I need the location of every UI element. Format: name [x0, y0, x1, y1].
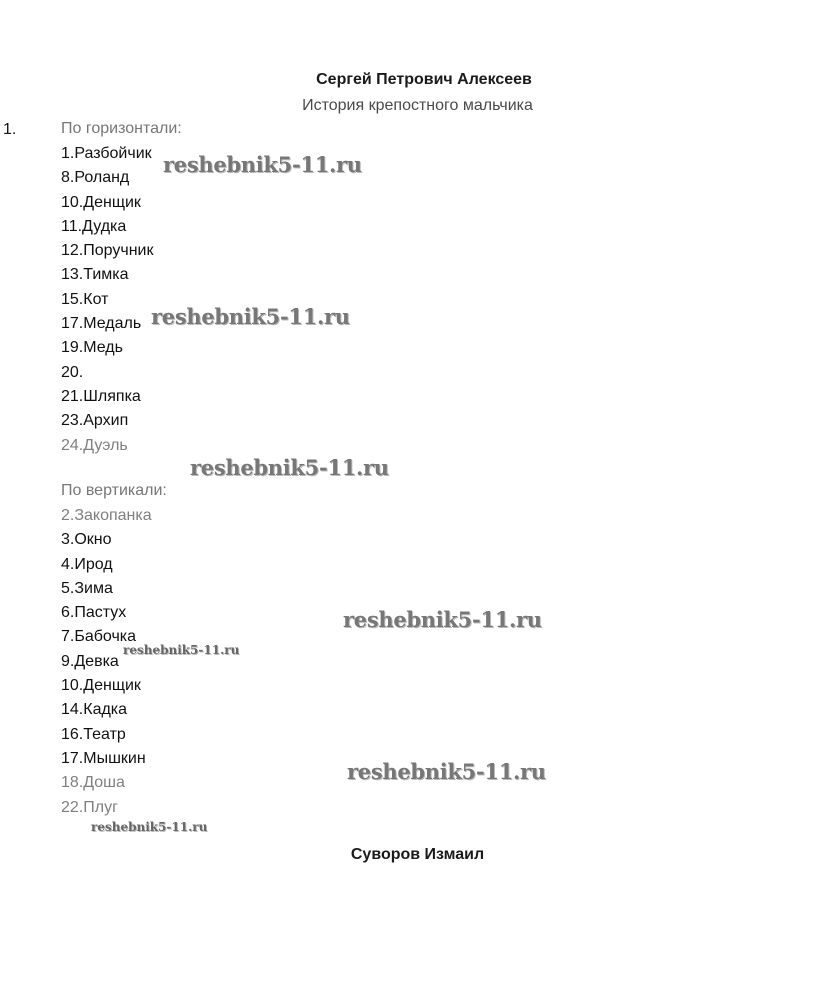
list-item: 8.Роланд — [61, 169, 130, 187]
next-section-title: Суворов Измаил — [350, 846, 485, 863]
vertical-list — [61, 504, 152, 820]
list-number: 1. — [3, 121, 17, 138]
list-item: 1.Разбойчик — [61, 145, 152, 162]
list-item: 12.Поручник — [61, 242, 154, 260]
list-item: 4.Ирод — [61, 555, 113, 573]
list-item: 24.Дуэль — [61, 436, 128, 454]
watermark: reshebnik5-11.ru — [91, 820, 208, 834]
list-item: 16.Театр — [61, 725, 126, 743]
list-item: 5.Зима — [61, 579, 113, 597]
work-title: История крепостного мальчика — [302, 97, 533, 114]
list-item: 23.Архип — [61, 412, 129, 430]
list-item: 21.Шляпка — [61, 387, 141, 405]
watermark: reshebnik5-11.ru — [190, 455, 389, 480]
list-item: 10.Денщик — [61, 677, 141, 695]
list-item: 13.Тимка — [61, 266, 129, 284]
list-item: 11.Дудка — [61, 217, 127, 235]
author-heading: Сергей Петрович Алексеев — [316, 71, 532, 88]
watermark: reshebnik5-11.ru — [347, 759, 546, 784]
horizontal-list — [61, 142, 153, 458]
list-item: 19.Медь — [61, 339, 123, 357]
list-item: 18.Доша — [61, 774, 125, 792]
vertical-heading: По вертикали: — [61, 482, 167, 499]
watermark: reshebnik5-11.ru — [163, 152, 362, 177]
list-item: 17.Медаль — [61, 315, 142, 333]
watermark: reshebnik5-11.ru — [151, 304, 350, 329]
list-item: 15.Кот — [61, 290, 109, 308]
list-item: 7.Бабочка — [61, 628, 137, 646]
list-item: 9.Девка — [61, 652, 119, 670]
watermark: reshebnik5-11.ru — [123, 643, 240, 657]
list-item: 3.Окно — [61, 531, 112, 549]
horizontal-heading: По горизонтали: — [61, 120, 182, 137]
list-item: 10.Денщик — [61, 193, 141, 211]
list-item: 2.Закопанка — [61, 507, 152, 524]
list-item: 6.Пастух — [61, 604, 127, 622]
list-item: 22.Плуг — [61, 798, 118, 816]
list-item: 14.Кадка — [61, 701, 128, 719]
list-item: 20. — [61, 363, 84, 381]
watermark: reshebnik5-11.ru — [343, 607, 542, 632]
list-item: 17.Мышкин — [61, 749, 146, 767]
